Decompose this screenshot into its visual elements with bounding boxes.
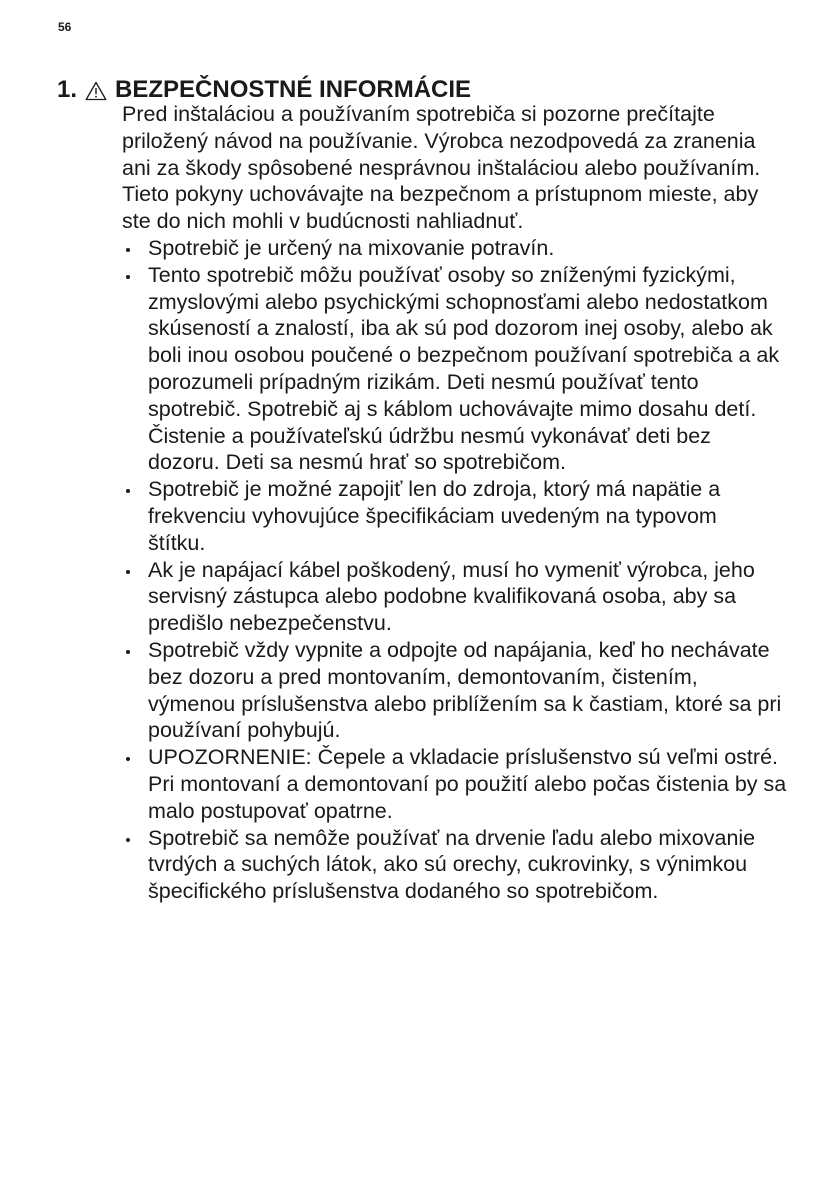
section-number: 1. [57,76,78,104]
list-item: UPOZORNENIE: Čepele a vkladacie príslušenstvo sú veľmi ostré. Pri montovaní a demontovaní po použití alebo počas čistenia by sa malo postupovať opatrne. [121,744,788,824]
safety-list [121,235,811,905]
list-item: Tento spotrebič môžu používať osoby so zníženými fyzickými, zmyslovými alebo psychickými schopnosťami alebo nedostatkom skúseností a znalostí, iba ak sú pod dozorom inej osoby, alebo ak boli inou osobou poučené o bezpečnom používaní spotrebiča a ak porozumeli prípadným rizikám. Deti nesmú používať tento spotrebič. Spotrebič aj s káblom uchovávajte mimo dosahu detí. Čistenie a používateľskú údržbu nesmú vykonávať deti bez dozoru. Deti sa nesmú hrať so spotrebičom. [121,262,788,476]
list-item: Spotrebič je možné zapojiť len do zdroja, ktorý má napätie a frekvenciu vyhovujúce špecifikáciam uvedeným na typovom štítku. [121,476,728,556]
page-number: 56 [58,20,72,34]
list-item: Spotrebič vždy vypnite a odpojte od napájania, keď ho nechávate bez dozoru a pred montovaním, demontovaním, čistením, výmenou príslušenstva alebo priblížením sa k častiam, ktoré sa pri používaní pohybujú. [121,637,788,744]
list-item: Ak je napájací kábel poškodený, musí ho vymeniť výrobca, jeho servisný zástupca alebo podobne kvalifikovaná osoba, aby sa predišlo nebezpečenstvu. [121,557,788,637]
section-title: BEZPEČNOSTNÉ INFORMÁCIE [115,76,472,104]
intro-paragraph: Pred inštaláciou a používaním spotrebiča si pozorne prečítajte priložený návod na používanie. Výrobca nezodpovedá za zranenia ani za škody spôsobené nesprávnou inštaláciou alebo používaním. Tieto pokyny uchovávajte na bezpečnom a prístupnom mieste, aby ste do nich mohli v budúcnosti nahliadnuť. [122,102,761,234]
list-item: Spotrebič sa nemôže používať na drvenie ľadu alebo mixovanie tvrdých a suchých látok, ako sú orechy, cukrovinky, s výnimkou špecifického príslušenstva dodaného so spotrebičom. [121,825,778,905]
list-item: Spotrebič je určený na mixovanie potravín. [121,235,668,262]
section-heading [57,76,471,104]
warning-triangle-icon [85,81,107,101]
safety-content [121,101,811,905]
